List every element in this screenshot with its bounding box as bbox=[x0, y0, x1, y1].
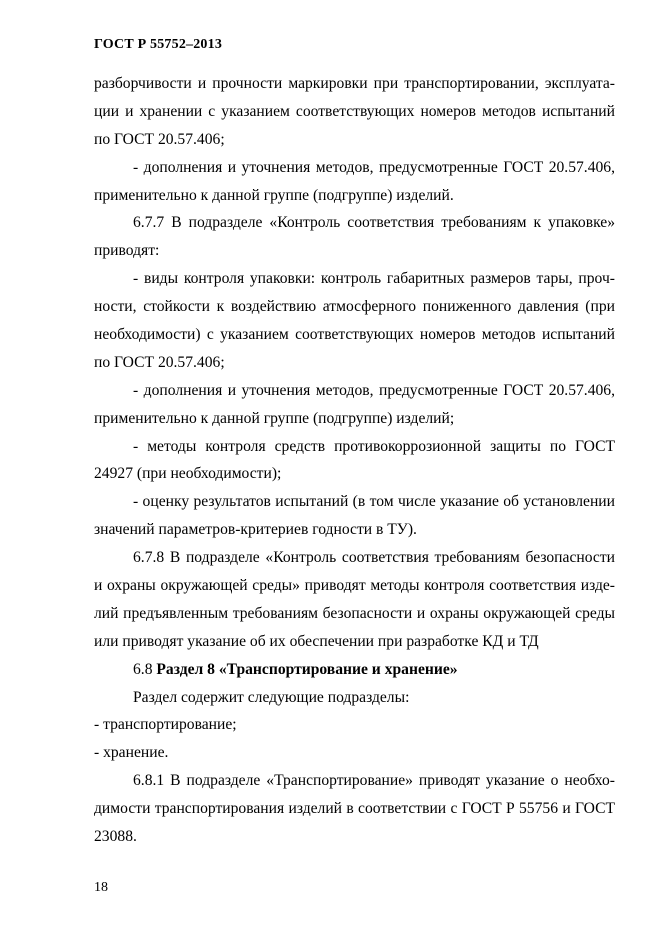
text-line: ности, стойкости к воздействию атмосферного пониженного давления (при bbox=[94, 298, 615, 316]
page-number: 18 bbox=[94, 880, 108, 895]
text-line: Раздел содержит следующие подразделы: bbox=[133, 688, 410, 706]
text-line: - дополнения и уточнения методов, предусмотренные ГОСТ 20.57.406, bbox=[133, 381, 615, 399]
text-line: - методы контроля средств противокоррозионной защиты по ГОСТ bbox=[133, 437, 615, 455]
text-line: 6.7.7 В подразделе «Контроль соответствия требованиям к упаковке» bbox=[133, 214, 615, 232]
text-line: - виды контроля упаковки: контроль габаритных размеров тары, проч- bbox=[133, 270, 615, 288]
text-line: лий предъявленным требованиям безопасности и охраны окружающей среды bbox=[94, 604, 615, 622]
text-line: ции и хранении с указанием соответствующих номеров методов испытаний bbox=[94, 102, 615, 120]
section-number: 6.8 bbox=[133, 660, 157, 678]
text-line: 6.8.1 В подразделе «Транспортирование» приводят указание о необхо- bbox=[133, 772, 615, 790]
document-header: ГОСТ Р 55752–2013 bbox=[94, 37, 223, 52]
text-line: по ГОСТ 20.57.406; bbox=[94, 353, 225, 371]
text-line: 24927 (при необходимости); bbox=[94, 465, 282, 483]
text-line: 23088. bbox=[94, 828, 137, 846]
text-line: необходимости) с указанием соответствующих номеров методов испытаний bbox=[94, 326, 615, 344]
text-line: - дополнения и уточнения методов, предусмотренные ГОСТ 20.57.406, bbox=[133, 158, 615, 176]
text-line: применительно к данной группе (подгруппе) изделий; bbox=[94, 409, 455, 427]
text-line: применительно к данной группе (подгруппе) изделий. bbox=[94, 186, 454, 204]
section-heading bbox=[94, 656, 615, 684]
text-line: значений параметров-критериев годности в ТУ). bbox=[94, 521, 417, 539]
text-line: димости транспортирования изделий в соответствии с ГОСТ Р 55756 и ГОСТ bbox=[94, 800, 615, 818]
text-line: или приводят указание об их обеспечении при разработке КД и ТД bbox=[94, 632, 539, 650]
text-line: 6.7.8 В подразделе «Контроль соответствия требованиям безопасности bbox=[133, 549, 615, 567]
text-line: разборчивости и прочности маркировки при транспортировании, эксплуата- bbox=[94, 75, 615, 92]
text-line: по ГОСТ 20.57.406; bbox=[94, 130, 225, 148]
section-title: Раздел 8 «Транспортирование и хранение» bbox=[156, 660, 458, 678]
text-line: - хранение. bbox=[94, 744, 169, 762]
text-line: приводят: bbox=[94, 242, 160, 260]
text-line: и охраны окружающей среды» приводят методы контроля соответствия изде- bbox=[94, 577, 615, 595]
text-line: - транспортирование; bbox=[94, 716, 237, 734]
document-body bbox=[94, 70, 615, 851]
text-line: - оценку результатов испытаний (в том числе указание об установлении bbox=[133, 493, 615, 511]
